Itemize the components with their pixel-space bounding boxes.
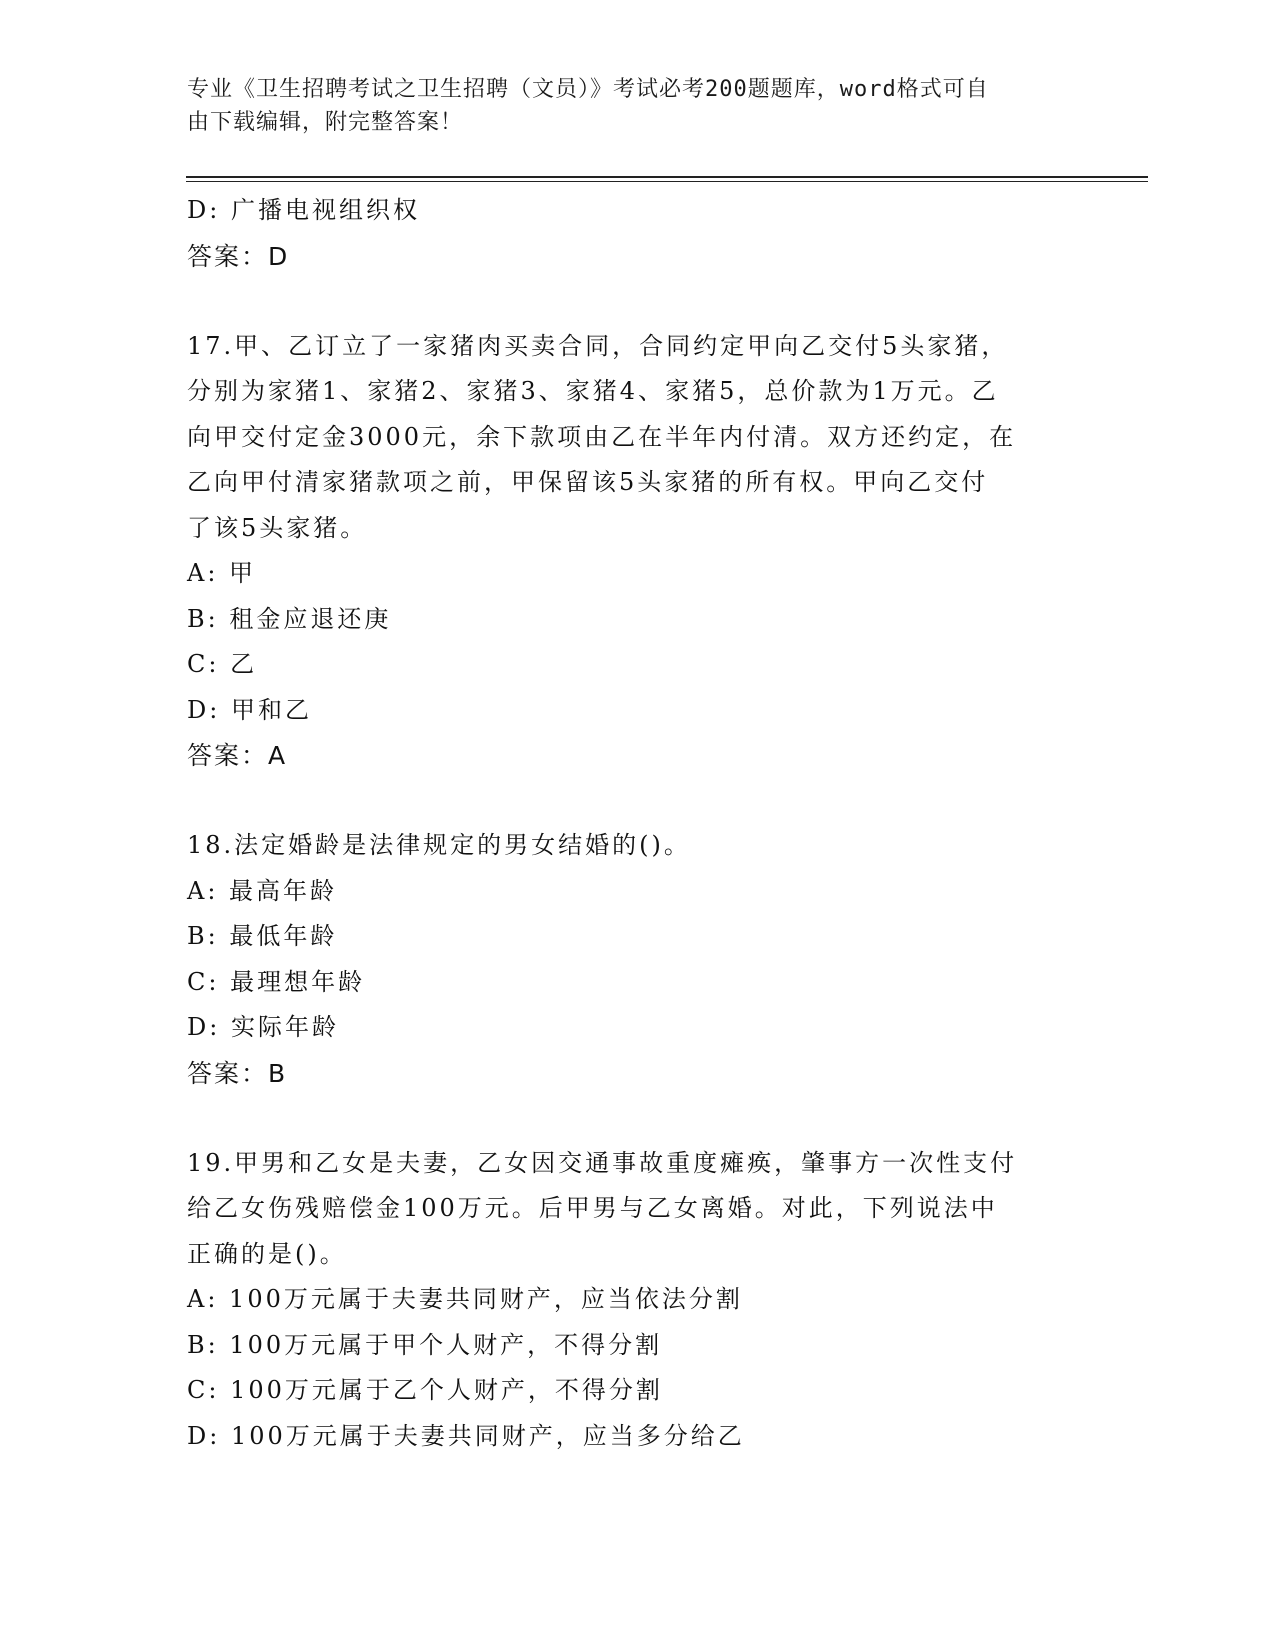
question-stem: [187, 1141, 1087, 1278]
stem-line: 19.甲男和乙女是夫妻，乙女因交通事故重度瘫痪，肇事方一次性支付: [187, 1148, 1018, 1177]
document-body: [187, 188, 1087, 1459]
header-divider-thick: [186, 176, 1148, 178]
answer-line: 答案：D: [187, 241, 290, 271]
header-divider-thin: [186, 181, 1148, 182]
option-d: D: 广播电视组织权: [187, 196, 420, 224]
option-b: B: 租金应退还庚: [187, 604, 392, 633]
spacer: [187, 1097, 1087, 1141]
stem-line: 18.法定婚龄是法律规定的男女结婚的()。: [187, 831, 691, 859]
option-c: C: 100万元属于乙个人财产，不得分割: [187, 1376, 663, 1404]
stem-line: 给乙女伤残赔偿金100万元。后甲男与乙女离婚。对此，下列说法中: [187, 1194, 998, 1222]
stem-line: 分别为家猪1、家猪2、家猪3、家猪4、家猪5，总价款为1万元。乙: [187, 377, 999, 405]
option-b: B: 100万元属于甲个人财产，不得分割: [187, 1330, 663, 1359]
option-d: D: 100万元属于夫妻共同财产，应当多分给乙: [187, 1421, 745, 1450]
option-a: A: 100万元属于夫妻共同财产，应当依法分割: [187, 1285, 743, 1313]
option-a: A: 甲: [187, 559, 257, 587]
stem-line: 向甲交付定金3000元，余下款项由乙在半年内付清。双方还约定，在: [187, 422, 1017, 451]
previous-question-tail: [187, 188, 1087, 280]
spacer: [187, 280, 1087, 324]
question-18: [187, 823, 1087, 1097]
answer-line: 答案：A: [187, 741, 288, 770]
header-line-2: 由下载编辑，附完整答案！: [187, 110, 464, 135]
spacer: [187, 779, 1087, 823]
question-19: [187, 1141, 1087, 1460]
option-d: D: 实际年龄: [187, 1013, 339, 1041]
stem-line: 乙向甲付清家猪款项之前，甲保留该5头家猪的所有权。甲向乙交付: [187, 468, 989, 496]
option-a: A: 最高年龄: [187, 876, 338, 905]
answer-line: 答案：B: [187, 1058, 288, 1088]
question-stem: [187, 324, 1087, 552]
option-b: B: 最低年龄: [187, 922, 338, 950]
header-line-1: 专业《卫生招聘考试之卫生招聘（文员）》考试必考200题题库，word格式可自: [187, 77, 989, 102]
document-header: [187, 73, 1087, 139]
stem-line: 正确的是()。: [187, 1239, 347, 1268]
stem-line: 了该5头家猪。: [187, 513, 368, 542]
option-c: C: 乙: [187, 650, 258, 678]
question-17: [187, 324, 1087, 780]
option-c: C: 最理想年龄: [187, 967, 366, 996]
stem-line: 17.甲、乙订立了一家猪肉买卖合同，合同约定甲向乙交付5头家猪，: [187, 331, 1009, 360]
option-d: D: 甲和乙: [187, 695, 312, 724]
question-stem: [187, 823, 1087, 869]
